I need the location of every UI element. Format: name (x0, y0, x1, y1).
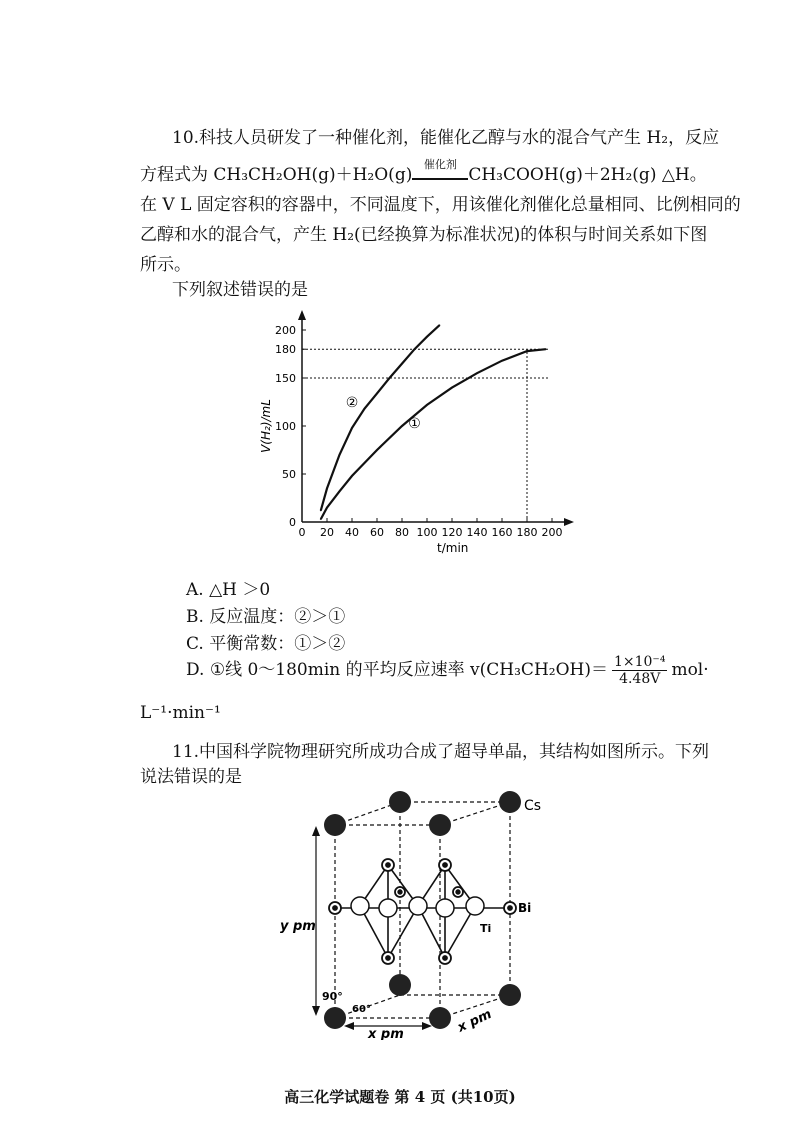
x-axis-label: t/min (437, 541, 469, 555)
option-a: A. △H ＞0 (186, 580, 271, 600)
series-2-point (476, 372, 478, 374)
series-label-2: ② (345, 394, 359, 411)
y-tick-label: 150 (275, 372, 296, 385)
angle-90-label: 90° (322, 990, 343, 1003)
series-label-1: ① (408, 415, 421, 432)
series-2-point (326, 507, 328, 509)
q11-line1: 11.中国科学院物理研究所成功合成了超导单晶，其结构如图所示。下列 (172, 742, 710, 762)
series-line-2 (321, 349, 546, 519)
equation-reactants: 方程式为 CH₃CH₂OH(g)＋H₂O(g) (140, 165, 413, 185)
option-c: C. 平衡常数：①＞② (186, 634, 346, 654)
q10-line5: 所示。 (140, 255, 191, 275)
angle-60-label: 60° (352, 1004, 371, 1015)
catalyst-label: 催化剂 (423, 158, 457, 171)
rate-fraction (612, 654, 667, 687)
series-2-point (501, 360, 503, 362)
crystal-structure (280, 780, 570, 1040)
page-footer: 高三化学试题卷 第 4 页 (共10页) (284, 1088, 516, 1106)
ti-atoms (351, 897, 484, 917)
volume-time-chart (240, 310, 590, 570)
x-tick-label: 120 (441, 526, 463, 539)
q10-line3: 在 V L 固定容积的容器中，不同温度下，用该催化剂催化总量相同、比例相同的 (140, 195, 741, 215)
x-tick-label: 100 (416, 526, 438, 539)
series-1-point (401, 363, 403, 365)
x-tick-label: 60 (370, 526, 384, 539)
x-tick-label: 200 (541, 526, 563, 539)
series-1-point (389, 377, 391, 379)
q10-line1: 10.科技人员研发了一种催化剂，能催化乙醇与水的混合气产生 H₂，反应 (172, 128, 720, 148)
q10-equation (140, 160, 707, 185)
series-2-point (401, 425, 403, 427)
option-d-text: D. ①线 0～180min 的平均反应速率 v(CH₃CH₂OH)＝ (186, 660, 608, 680)
series-2-point (526, 350, 528, 352)
series-2-point (339, 490, 341, 492)
x-tick-label: 0 (298, 526, 306, 539)
x-tick-label: 40 (345, 526, 359, 539)
x-tick-label: 20 (320, 526, 334, 539)
q10-ask: 下列叙述错误的是 (172, 280, 308, 300)
x-tick-label: 140 (466, 526, 488, 539)
option-d-unit: mol· (671, 660, 709, 680)
x-dimension-label: x pm (368, 1027, 404, 1040)
series-2-point (351, 475, 353, 477)
y-axis-arrow (298, 310, 306, 320)
y-tick-label: 50 (282, 468, 296, 481)
y-tick-label: 180 (275, 343, 296, 357)
y-axis-label: V(H₂)/mL (259, 399, 273, 453)
x-tick-label: 160 (491, 526, 513, 539)
option-d (186, 654, 709, 687)
series-line-1 (321, 325, 440, 510)
series-2-point (451, 387, 453, 389)
y-dimension-label: y pm (280, 919, 316, 934)
x-dimension-label-depth: x pm (455, 1006, 495, 1036)
x-tick-label: 180 (516, 526, 538, 539)
x-axis-arrow (564, 518, 574, 526)
series-1-point (351, 427, 353, 429)
series-2-point (376, 449, 378, 451)
series-1-point (364, 408, 366, 410)
series-2-point (320, 518, 322, 520)
bi-label: Bi (518, 901, 532, 915)
series-1-point (414, 348, 416, 350)
y-tick-label: 100 (275, 420, 296, 433)
series-1-point (320, 510, 322, 512)
option-b: B. 反应温度：②＞① (186, 607, 346, 627)
option-d-unit-line2: L⁻¹·min⁻¹ (140, 703, 221, 723)
cs-label: Cs (524, 798, 542, 814)
fraction-numerator: 1×10⁻⁴ (613, 654, 666, 670)
series-1-point (326, 488, 328, 490)
y-tick-label: 200 (275, 324, 296, 337)
series-1-point (339, 454, 341, 456)
equation-products: CH₃COOH(g)＋2H₂(g) △H。 (468, 165, 707, 185)
fraction-denominator: 4.48V (619, 671, 661, 687)
series-2-point (426, 404, 428, 406)
ti-label: Ti (480, 922, 492, 935)
catalyst-arrow (412, 158, 468, 180)
series-2-point (545, 348, 547, 350)
series-1-point (439, 324, 441, 326)
x-tick-label: 80 (395, 526, 409, 539)
series-1-point (426, 336, 428, 338)
q11-line2: 说法错误的是 (140, 767, 242, 787)
y-tick-label: 0 (289, 516, 296, 529)
q10-line4: 乙醇和水的混合气，产生 H₂(已经换算为标准状况)的体积与时间关系如下图 (140, 225, 708, 245)
series-1-point (376, 393, 378, 395)
